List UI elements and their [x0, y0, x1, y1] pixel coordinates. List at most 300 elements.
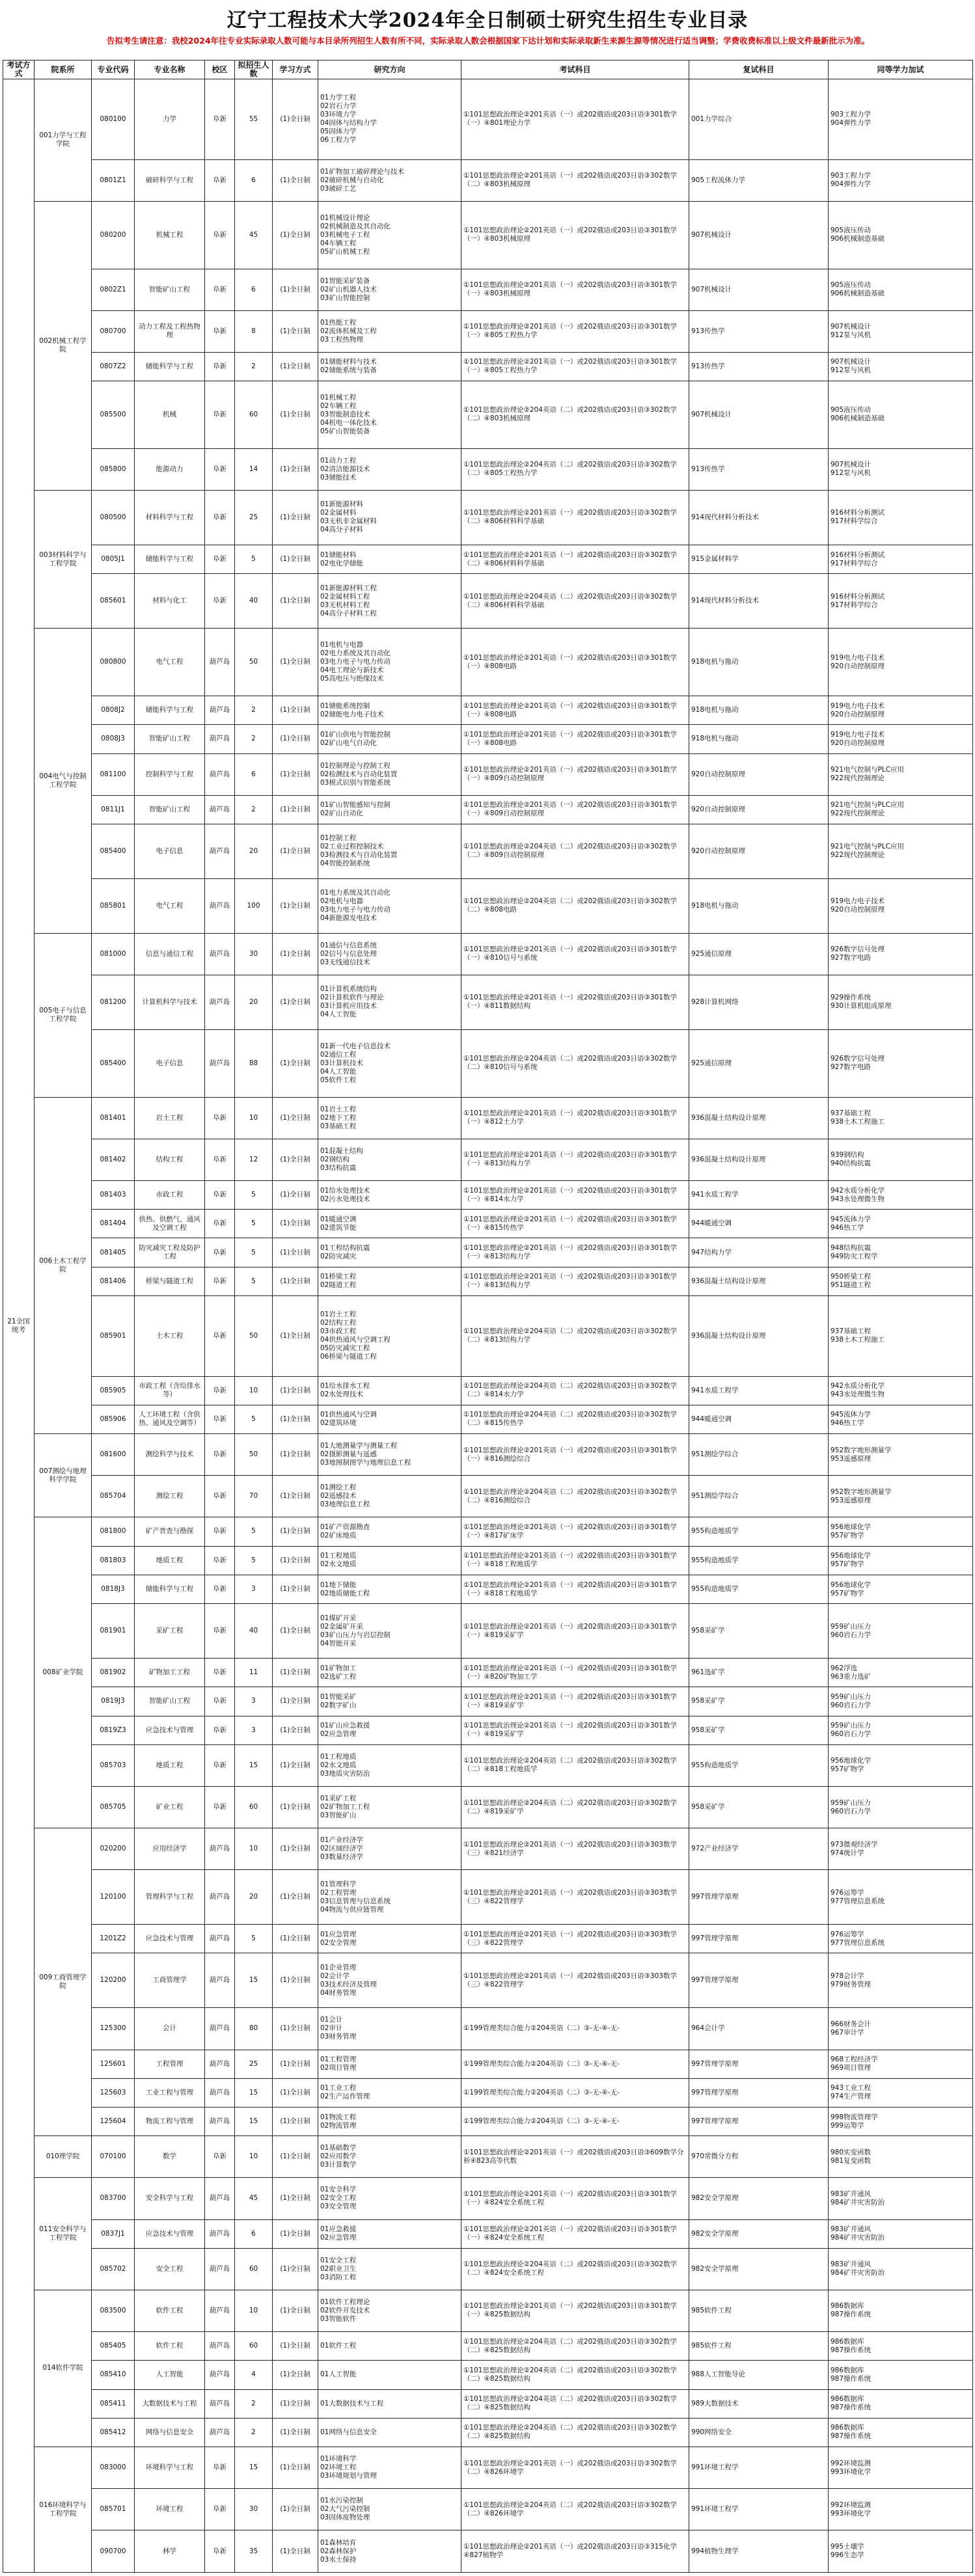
campus-cell: 葫芦岛 [205, 2418, 235, 2447]
major-name-cell: 机械 [135, 381, 205, 449]
header-exam-subjects: 考试科目 [461, 61, 689, 79]
direction-cell: 01新一代电子信息技术 02通信工程 03计算机技术 04人工智能 05软件工程 [318, 1029, 461, 1097]
study-mode-cell: (1)全日制 [273, 1376, 318, 1405]
quota-cell: 30 [235, 2489, 273, 2530]
extra-test-cell: 992环境监测 993环境化学 [829, 2489, 973, 2530]
campus-cell: 葫芦岛 [205, 2078, 235, 2107]
major-name-cell: 环境工程 [135, 2489, 205, 2530]
direction-cell: 01大数据技术与工程 [318, 2389, 461, 2418]
exam-subjects-cell: ①101思想政治理论②201英语（一）或202俄语或203日语③301数学（一）④803机械原理 [461, 269, 689, 310]
study-mode-cell: (1)全日制 [273, 201, 318, 269]
quota-cell: 50 [235, 629, 273, 696]
code-cell: 081200 [92, 975, 135, 1029]
major-name-cell: 能源动力 [135, 448, 205, 490]
table-row [3, 2290, 973, 2331]
retest-subject-cell: 941水质工程学 [689, 1180, 829, 1209]
direction-cell: 01软件工程 [318, 2332, 461, 2361]
study-mode-cell: (1)全日制 [273, 1787, 318, 1828]
table-row [3, 878, 973, 933]
code-cell: 080200 [92, 201, 135, 269]
major-name-cell: 大数据技术与工程 [135, 2389, 205, 2418]
table-row [3, 1787, 973, 1828]
exam-subjects-cell: ①101思想政治理论②204英语（二）或202俄语或203日语③302数学（二）④810信号与系统 [461, 1029, 689, 1097]
major-name-cell: 网络与信息安全 [135, 2418, 205, 2447]
extra-test-cell: 956地球化学 957矿物学 [829, 1744, 973, 1786]
major-name-cell: 安全科学与工程 [135, 2178, 205, 2219]
campus-cell: 葫芦岛 [205, 1828, 235, 1870]
code-cell: 0807Z2 [92, 352, 135, 381]
direction-cell: 01岩土工程 02地下工程 03基础工程 [318, 1097, 461, 1139]
campus-cell: 阜新 [205, 1546, 235, 1575]
table-row [3, 2447, 973, 2489]
direction-cell: 01机械设计理论 02机械制造及其自动化 03机械电子工程 04车辆工程 05矿山机械工程 [318, 201, 461, 269]
table-row [3, 2078, 973, 2107]
major-name-cell: 市政工程（含给排水等） [135, 1376, 205, 1405]
quota-cell: 6 [235, 269, 273, 310]
code-cell: 081803 [92, 1546, 135, 1575]
extra-test-cell: 943工业工程 974生产管理 [829, 2078, 973, 2107]
dept-cell: 002机械工程学院 [34, 201, 92, 490]
exam-subjects-cell: ①101思想政治理论②204英语（二）或202俄语或203日语③302数学（二）④809自动控制原理 [461, 824, 689, 878]
direction-cell: 01智能采矿装备 02矿山机器人技术 03矿山智能控制 [318, 269, 461, 310]
table-row [3, 1476, 973, 1517]
code-cell: 085500 [92, 381, 135, 449]
table-row [3, 2332, 973, 2361]
retest-subject-cell: 958采矿学 [689, 1787, 829, 1828]
retest-subject-cell: 905工程流体力学 [689, 159, 829, 201]
exam-subjects-cell: ①101思想政治理论②204英语（二）或202俄语或203日语③302数学（二）④806材料科学基础 [461, 574, 689, 629]
campus-cell: 阜新 [205, 1659, 235, 1687]
campus-cell: 阜新 [205, 1744, 235, 1786]
header-code: 专业代码 [92, 61, 135, 79]
campus-cell: 葫芦岛 [205, 2248, 235, 2290]
code-cell: 081600 [92, 1434, 135, 1476]
study-mode-cell: (1)全日制 [273, 2361, 318, 2389]
code-cell: 085411 [92, 2389, 135, 2418]
campus-cell: 阜新 [205, 1575, 235, 1603]
major-name-cell: 结构工程 [135, 1139, 205, 1180]
catalog-table [3, 60, 973, 2573]
extra-test-cell: 980实变函数 981复变函数 [829, 2136, 973, 2178]
header-retest: 复试科目 [689, 61, 829, 79]
major-name-cell: 工程管理 [135, 2050, 205, 2078]
quota-cell: 88 [235, 1029, 273, 1097]
campus-cell: 阜新 [205, 2530, 235, 2573]
direction-cell: 01电机与电器 02电力系统及其自动化 03电力电子与电力传动 04电工理论与新技术 05高电压与绝缘技术 [318, 629, 461, 696]
direction-cell: 01企业管理 02会计学 03技术经济及管理 04财务管理 [318, 1953, 461, 2008]
exam-subjects-cell: ①101思想政治理论②204英语（二）或202俄语或203日语③302数学（二）④825数据结构 [461, 2418, 689, 2447]
code-cell: 125300 [92, 2008, 135, 2050]
exam-subjects-cell: ①101思想政治理论②201英语（一）或202俄语或203日语③301数学（一）④816测绘综合 [461, 1434, 689, 1476]
code-cell: 085405 [92, 2332, 135, 2361]
retest-subject-cell: 955构造地质学 [689, 1744, 829, 1786]
direction-cell: 01安全科学 02安全工程 03安全管理 [318, 2178, 461, 2219]
exam-subjects-cell: ①101思想政治理论②201英语（一）或202俄语或203日语③301数学（一）④810信号与系统 [461, 933, 689, 975]
extra-test-cell: 959矿山压力 960岩石力学 [829, 1787, 973, 1828]
major-name-cell: 会计 [135, 2008, 205, 2050]
quota-cell: 4 [235, 2361, 273, 2389]
direction-cell: 01人工智能 [318, 2361, 461, 2389]
retest-subject-cell: 958采矿学 [689, 1604, 829, 1659]
major-name-cell: 应用经济学 [135, 1828, 205, 1870]
extra-test-cell: 919电力电子技术 920自动控制原理 [829, 725, 973, 753]
extra-test-cell: 926数字信号处理 927数字电路 [829, 933, 973, 975]
quota-cell: 2 [235, 725, 273, 753]
direction-cell: 01工程管理 02项目管理 [318, 2050, 461, 2078]
code-cell: 0808J3 [92, 725, 135, 753]
exam-subjects-cell: ①101思想政治理论②201英语（一）或202俄语或203日语③302数学（二）④826环境学 [461, 2447, 689, 2489]
major-name-cell: 储能科学与工程 [135, 352, 205, 381]
table-row [3, 1097, 973, 1139]
table-row [3, 1267, 973, 1295]
code-cell: 0837J1 [92, 2219, 135, 2248]
dept-cell: 008矿业学院 [34, 1517, 92, 1828]
code-cell: 0801Z1 [92, 159, 135, 201]
exam-subjects-cell: ①101思想政治理论②201英语（一）或202俄语或203日语③315化学④827植物学 [461, 2530, 689, 2573]
retest-subject-cell: 958采矿学 [689, 1716, 829, 1744]
dept-cell: 004电气与控制工程学院 [34, 629, 92, 934]
extra-test-cell: 983矿井通风 984矿井灾害防治 [829, 2178, 973, 2219]
campus-cell: 葫芦岛 [205, 753, 235, 795]
extra-test-cell: 992环境监测 993环境化学 [829, 2447, 973, 2489]
major-name-cell: 数学 [135, 2136, 205, 2178]
major-name-cell: 动力工程及工程热物理 [135, 310, 205, 352]
extra-test-cell: 929操作系统 930计算机组成原理 [829, 975, 973, 1029]
extra-test-cell: 952数字地形测量学 953遥感原理 [829, 1476, 973, 1517]
major-name-cell: 防灾减灾工程及防护工程 [135, 1238, 205, 1267]
major-name-cell: 智能矿山工程 [135, 725, 205, 753]
campus-cell: 葫芦岛 [205, 2332, 235, 2361]
code-cell: 085400 [92, 824, 135, 878]
extra-test-cell: 959矿山压力 960岩石力学 [829, 1604, 973, 1659]
campus-cell: 葫芦岛 [205, 2389, 235, 2418]
direction-cell: 01矿山应急救援 02应急管理 [318, 1716, 461, 1744]
campus-cell: 阜新 [205, 1238, 235, 1267]
table-row [3, 2389, 973, 2418]
direction-cell: 01应急管理 02安全管理 [318, 1925, 461, 1953]
campus-cell: 阜新 [205, 159, 235, 201]
extra-test-cell: 939钢结构 940结构抗震 [829, 1139, 973, 1180]
retest-subject-cell: 918电机与拖动 [689, 878, 829, 933]
campus-cell: 葫芦岛 [205, 725, 235, 753]
code-cell: 085704 [92, 1476, 135, 1517]
study-mode-cell: (1)全日制 [273, 2008, 318, 2050]
study-mode-cell: (1)全日制 [273, 1267, 318, 1295]
study-mode-cell: (1)全日制 [273, 629, 318, 696]
extra-test-cell: 919电力电子技术 920自动控制原理 [829, 629, 973, 696]
extra-test-cell: 937基础工程 938土木工程施工 [829, 1295, 973, 1376]
direction-cell: 01物流工程 02物流管理 [318, 2108, 461, 2136]
direction-cell: 01软件工程理论 02软件开发技术 03智能软件 [318, 2290, 461, 2331]
campus-cell: 葫芦岛 [205, 878, 235, 933]
direction-cell: 01给水处理技术 02污水处理技术 [318, 1180, 461, 1209]
exam-subjects-cell: ①101思想政治理论②201英语（一）或202俄语或203日语③301数学（一）④825数据结构 [461, 2290, 689, 2331]
major-name-cell: 材料科学与工程 [135, 490, 205, 545]
campus-cell: 阜新 [205, 1604, 235, 1659]
retest-subject-cell: 928计算机网络 [689, 975, 829, 1029]
header-dept: 院系所 [34, 61, 92, 79]
extra-test-cell: 986数据库 987操作系统 [829, 2361, 973, 2389]
code-cell: 020200 [92, 1828, 135, 1870]
major-name-cell: 采矿工程 [135, 1604, 205, 1659]
retest-subject-cell: 991环境工程学 [689, 2489, 829, 2530]
table-row [3, 1659, 973, 1687]
quota-cell: 5 [235, 1925, 273, 1953]
exam-subjects-cell: ①101思想政治理论②201英语（一）或202俄语或203日语③301数学（一）④808电路 [461, 725, 689, 753]
campus-cell: 葫芦岛 [205, 2219, 235, 2248]
exam-subjects-cell: ①101思想政治理论②201英语（一）或202俄语或203日语③303数学（三）④822管理学 [461, 1925, 689, 1953]
table-row [3, 696, 973, 724]
exam-subjects-cell: ①101思想政治理论②201英语（一）或202俄语或203日语③301数学（一）④808电路 [461, 629, 689, 696]
retest-subject-cell: 991环境工程学 [689, 2447, 829, 2489]
table-row [3, 795, 973, 824]
campus-cell: 阜新 [205, 381, 235, 449]
quota-cell: 10 [235, 1097, 273, 1139]
table-header-row [3, 61, 973, 79]
quota-cell: 30 [235, 933, 273, 975]
extra-test-cell: 959矿山压力 960岩石力学 [829, 1687, 973, 1716]
retest-subject-cell: 914现代材料分析技术 [689, 574, 829, 629]
retest-subject-cell: 925通信原理 [689, 1029, 829, 1097]
retest-subject-cell: 920自动控制原理 [689, 753, 829, 795]
campus-cell: 阜新 [205, 79, 235, 160]
table-row [3, 2050, 973, 2078]
exam-subjects-cell: ①101思想政治理论②204英语（二）或202俄语或203日语③302数学（二）④803机械原理 [461, 381, 689, 449]
table-row [3, 1870, 973, 1925]
direction-cell: 01工程结构抗震 02防灾减灾 [318, 1238, 461, 1267]
direction-cell: 01工业工程 02生产运作管理 [318, 2078, 461, 2107]
code-cell: 081100 [92, 753, 135, 795]
quota-cell: 15 [235, 2108, 273, 2136]
direction-cell: 01网络与信息安全 [318, 2418, 461, 2447]
major-name-cell: 应急技术与管理 [135, 2219, 205, 2248]
quota-cell: 5 [235, 545, 273, 573]
campus-cell: 葫芦岛 [205, 2361, 235, 2389]
study-mode-cell: (1)全日制 [273, 2078, 318, 2107]
table-row [3, 753, 973, 795]
major-name-cell: 力学 [135, 79, 205, 160]
code-cell: 081401 [92, 1097, 135, 1139]
study-mode-cell: (1)全日制 [273, 1476, 318, 1517]
campus-cell: 阜新 [205, 310, 235, 352]
campus-cell: 阜新 [205, 545, 235, 573]
campus-cell: 阜新 [205, 201, 235, 269]
quota-cell: 3 [235, 1575, 273, 1603]
retest-subject-cell: 982安全学原理 [689, 2219, 829, 2248]
direction-cell: 01电力系统及其自动化 02电机与电器 03电力电子与电力传动 04新能源发电技术 [318, 878, 461, 933]
header-exam-mode: 考试方式 [3, 61, 34, 79]
table-row [3, 1744, 973, 1786]
code-cell: 080500 [92, 490, 135, 545]
exam-subjects-cell: ①101思想政治理论②201英语（一）或202俄语或203日语③301数学（一）④813结构力学 [461, 1267, 689, 1295]
study-mode-cell: (1)全日制 [273, 725, 318, 753]
quota-cell: 45 [235, 201, 273, 269]
campus-cell: 阜新 [205, 1716, 235, 1744]
table-row [3, 1604, 973, 1659]
table-row [3, 1517, 973, 1546]
exam-subjects-cell: ①101思想政治理论②204英语（二）或202俄语或203日语③302数学（二）④805工程热力学 [461, 448, 689, 490]
major-name-cell: 计算机科学与技术 [135, 975, 205, 1029]
exam-subjects-cell: ①101思想政治理论②201英语（一）或202俄语或203日语③301数学（一）④813结构力学 [461, 1238, 689, 1267]
campus-cell: 阜新 [205, 448, 235, 490]
retest-subject-cell: 951测绘学综合 [689, 1434, 829, 1476]
code-cell: 081902 [92, 1659, 135, 1687]
retest-subject-cell: 918电机与拖动 [689, 696, 829, 724]
exam-subjects-cell: ①101思想政治理论②201英语（一）或202俄语或203日语③301数学（一）④801理论力学 [461, 79, 689, 160]
extra-test-cell: 921电气控制与PLC应用 922现代控制理论 [829, 795, 973, 824]
exam-subjects-cell: ①101思想政治理论②201英语（一）或202俄语或203日语③301数学（一）④819采矿学 [461, 1716, 689, 1744]
campus-cell: 葫芦岛 [205, 629, 235, 696]
extra-test-cell: 907机械设计 912泵与风机 [829, 352, 973, 381]
study-mode-cell: (1)全日制 [273, 2219, 318, 2248]
code-cell: 081404 [92, 1210, 135, 1238]
quota-cell: 11 [235, 1659, 273, 1687]
study-mode-cell: (1)全日制 [273, 1716, 318, 1744]
code-cell: 120200 [92, 1953, 135, 2008]
campus-cell: 葫芦岛 [205, 2050, 235, 2078]
code-cell: 081403 [92, 1180, 135, 1209]
extra-test-cell: 921电气控制与PLC应用 922现代控制理论 [829, 824, 973, 878]
code-cell: 081405 [92, 1238, 135, 1267]
table-row [3, 1295, 973, 1376]
code-cell: 085705 [92, 1787, 135, 1828]
exam-subjects-cell: ①199管理类综合能力②204英语（二）③-无-④-无- [461, 2108, 689, 2136]
direction-cell: 01矿山供电与智能控制 02矿山电气自动化 [318, 725, 461, 753]
retest-subject-cell: 989大数据技术 [689, 2389, 829, 2418]
direction-cell: 01储能材料 02电化学储能 [318, 545, 461, 573]
major-name-cell: 应急技术与管理 [135, 1925, 205, 1953]
code-cell: 125604 [92, 2108, 135, 2136]
exam-subjects-cell: ①101思想政治理论②201英语（一）或202俄语或203日语③301数学（一）④824安全系统工程 [461, 2219, 689, 2248]
code-cell: 085702 [92, 2248, 135, 2290]
retest-subject-cell: 913传热学 [689, 448, 829, 490]
extra-test-cell: 983矿井通风 984矿井灾害防治 [829, 2248, 973, 2290]
major-name-cell: 土木工程 [135, 1295, 205, 1376]
exam-subjects-cell: ①101思想政治理论②204英语（二）或202俄语或203日语③302数学（二）④825数据结构 [461, 2332, 689, 2361]
study-mode-cell: (1)全日制 [273, 352, 318, 381]
major-name-cell: 电气工程 [135, 878, 205, 933]
dept-cell: 009工商管理学院 [34, 1828, 92, 2136]
direction-cell: 01水污染控制 02大气污染控制 03固体废物处理 [318, 2489, 461, 2530]
code-cell: 090700 [92, 2530, 135, 2573]
study-mode-cell: (1)全日制 [273, 753, 318, 795]
study-mode-cell: (1)全日制 [273, 2248, 318, 2290]
retest-subject-cell: 982安全学原理 [689, 2248, 829, 2290]
campus-cell: 阜新 [205, 1210, 235, 1238]
campus-cell: 阜新 [205, 1097, 235, 1139]
major-name-cell: 信息与通信工程 [135, 933, 205, 975]
extra-test-cell: 973微观经济学 974统计学 [829, 1828, 973, 1870]
major-name-cell: 软件工程 [135, 2290, 205, 2331]
code-cell: 085701 [92, 2489, 135, 2530]
retest-subject-cell: 936混凝土结构设计原理 [689, 1267, 829, 1295]
quota-cell: 15 [235, 2447, 273, 2489]
extra-test-cell: 986数据库 987操作系统 [829, 2290, 973, 2331]
exam-subjects-cell: ①101思想政治理论②204英语（二）或202俄语或203日语③302数学（二）④816测绘综合 [461, 1476, 689, 1517]
direction-cell: 01工程地质 02水文地质 [318, 1546, 461, 1575]
study-mode-cell: (1)全日制 [273, 574, 318, 629]
campus-cell: 阜新 [205, 2489, 235, 2530]
quota-cell: 5 [235, 1267, 273, 1295]
direction-cell: 01给水排水工程 02水处理技术 [318, 1376, 461, 1405]
table-row [3, 2178, 973, 2219]
dept-cell: 016环境科学与工程学院 [34, 2447, 92, 2573]
exam-subjects-cell: ①101思想政治理论②201英语（一）或202俄语或203日语③301数学（一）④803机械原理 [461, 201, 689, 269]
extra-test-cell: 919电力电子技术 920自动控制原理 [829, 878, 973, 933]
direction-cell: 01大地测量学与测量工程 02摄影测量与遥感 03地图制图学与地理信息工程 [318, 1434, 461, 1476]
extra-test-cell: 945流体力学 946热工学 [829, 1405, 973, 1433]
extra-test-cell: 905液压传动 906机械制造基础 [829, 381, 973, 449]
quota-cell: 14 [235, 448, 273, 490]
direction-cell: 01矿产资源勘查 02矿床地质 [318, 1517, 461, 1546]
table-row [3, 1546, 973, 1575]
extra-test-cell: 903工程力学 904弹性力学 [829, 79, 973, 160]
exam-subjects-cell: ①101思想政治理论②201英语（一）或202俄语或203日语③301数学（一）④820矿物加工学 [461, 1659, 689, 1687]
major-name-cell: 桥梁与隧道工程 [135, 1267, 205, 1295]
extra-test-cell: 907机械设计 912泵与风机 [829, 448, 973, 490]
direction-cell: 01新能源材料 02金属材料 03无机非金属材料 04高分子材料 [318, 490, 461, 545]
extra-test-cell: 983矿井通风 984矿井灾害防治 [829, 2219, 973, 2248]
exam-subjects-cell: ①101思想政治理论②204英语（二）或202俄语或203日语③302数学（二）④808电路 [461, 878, 689, 933]
retest-subject-cell: 997管理学原理 [689, 1870, 829, 1925]
retest-subject-cell: 964会计学 [689, 2008, 829, 2050]
major-name-cell: 储能科学与工程 [135, 696, 205, 724]
quota-cell: 8 [235, 310, 273, 352]
direction-cell: 01控制工程 02工业过程控制技术 03检测技术与自动化装置 04智能控制系统 [318, 824, 461, 878]
quota-cell: 2 [235, 2389, 273, 2418]
campus-cell: 葫芦岛 [205, 2178, 235, 2219]
quota-cell: 100 [235, 878, 273, 933]
quota-cell: 15 [235, 1744, 273, 1786]
campus-cell: 阜新 [205, 1267, 235, 1295]
direction-cell: 01暖通空调 02建筑节能 [318, 1210, 461, 1238]
direction-cell: 01热能工程 02流体机械及工程 03工程热物理 [318, 310, 461, 352]
retest-subject-cell: 972产业经济学 [689, 1828, 829, 1870]
major-name-cell: 智能矿山工程 [135, 1687, 205, 1716]
study-mode-cell: (1)全日制 [273, 2136, 318, 2178]
study-mode-cell: (1)全日制 [273, 1029, 318, 1097]
study-mode-cell: (1)全日制 [273, 2178, 318, 2219]
campus-cell: 阜新 [205, 1687, 235, 1716]
extra-test-cell: 916材料分析测试 917材料学综合 [829, 545, 973, 573]
quota-cell: 2 [235, 2418, 273, 2447]
dept-cell: 003材料科学与工程学院 [34, 490, 92, 628]
table-row [3, 448, 973, 490]
table-row [3, 574, 973, 629]
table-row [3, 269, 973, 310]
direction-cell: 01森林培育 02森林保护 03水土保持 [318, 2530, 461, 2573]
direction-cell: 01矿物加工破碎理论与技术 02破碎机械与自动化 03破碎工艺 [318, 159, 461, 201]
table-row [3, 490, 973, 545]
study-mode-cell: (1)全日制 [273, 1405, 318, 1433]
direction-cell: 01煤矿开采 02金属矿开采 03矿山压力与岩层控制 04智能开采 [318, 1604, 461, 1659]
quota-cell: 5 [235, 1180, 273, 1209]
extra-test-cell: 926数字信号处理 927数字电路 [829, 1029, 973, 1097]
major-name-cell: 测绘工程 [135, 1476, 205, 1517]
direction-cell: 01安全工程 02职业卫生 03消防工程 [318, 2248, 461, 2290]
retest-subject-cell: 913传热学 [689, 352, 829, 381]
major-name-cell: 电气工程 [135, 629, 205, 696]
extra-test-cell: 956地球化学 957矿物学 [829, 1546, 973, 1575]
campus-cell: 阜新 [205, 1376, 235, 1405]
study-mode-cell: (1)全日制 [273, 1659, 318, 1687]
extra-test-cell: 998物流管理学 999运筹学 [829, 2108, 973, 2136]
code-cell: 070100 [92, 2136, 135, 2178]
campus-cell: 阜新 [205, 1139, 235, 1180]
campus-cell: 葫芦岛 [205, 1029, 235, 1097]
extra-test-cell: 956地球化学 957矿物学 [829, 1575, 973, 1603]
quota-cell: 2 [235, 352, 273, 381]
